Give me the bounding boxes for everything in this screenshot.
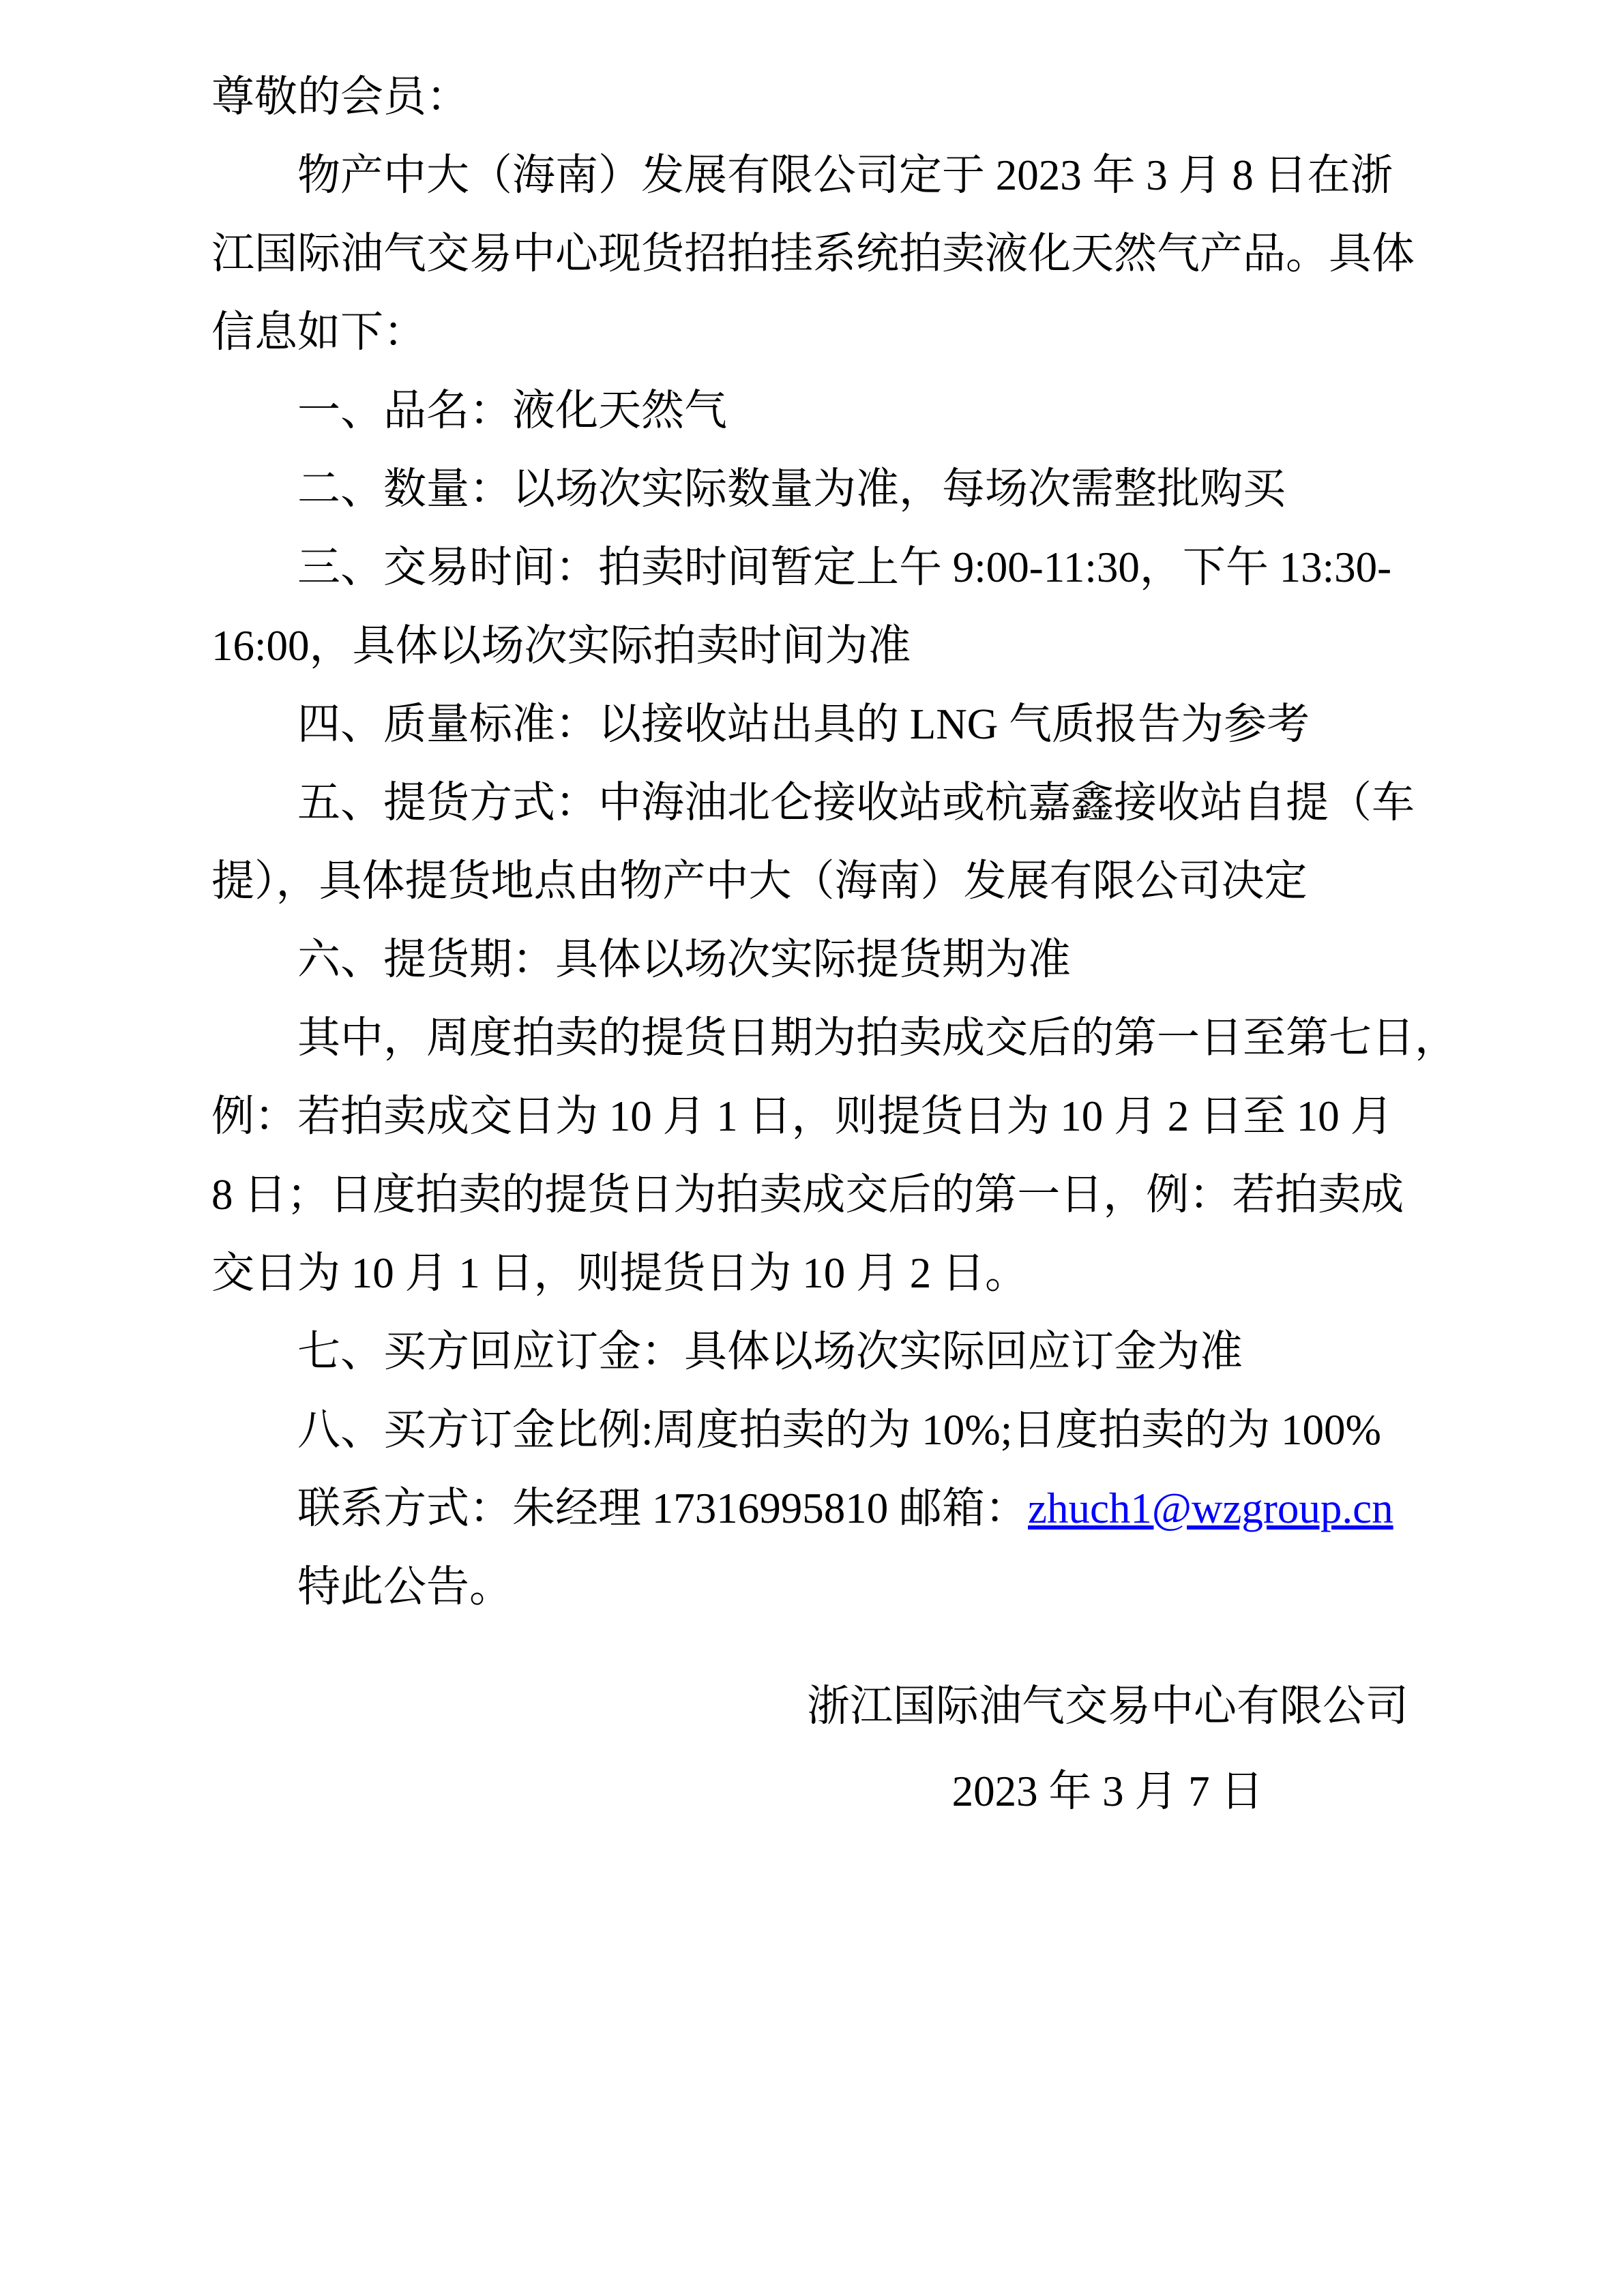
document-line: 例：若拍卖成交日为 10 月 1 日，则提货日为 10 月 2 日至 10 月 <box>211 1092 1393 1140</box>
document-line: 物产中大（海南）发展有限公司定于 2023 年 3 月 8 日在浙 <box>297 151 1393 199</box>
document-body <box>211 58 1458 1834</box>
contact-text: 联系方式：朱经理 17316995810 邮箱： <box>297 1485 1028 1532</box>
document-line: 信息如下： <box>211 308 426 356</box>
signature-block <box>211 1664 1415 1834</box>
document-line-item-8: 八、买方订金比例:周度拍卖的为 10%;日度拍卖的为 100% <box>297 1406 1381 1454</box>
signature-inner <box>807 1664 1408 1834</box>
email-link[interactable]: zhuch1@wzgroup.cn <box>1028 1485 1393 1532</box>
document-line-item-5: 五、提货方式：中海油北仑接收站或杭嘉鑫接收站自提（车 <box>297 779 1415 826</box>
document-line: 交日为 10 月 1 日，则提货日为 10 月 2 日。 <box>211 1249 1028 1297</box>
document-line-item-7: 七、买方回应订金：具体以场次实际回应订金为准 <box>297 1328 1243 1375</box>
document-line-item-2: 二、数量：以场次实际数量为准，每场次需整批购买 <box>297 465 1286 513</box>
document-line-item-1: 一、品名：液化天然气 <box>297 387 727 434</box>
document-line: 16:00，具体以场次实际拍卖时间为准 <box>211 622 911 670</box>
document-line: 江国际油气交易中心现货招拍挂系统拍卖液化天然气产品。具体 <box>211 230 1415 278</box>
salutation-line: 尊敬的会员： <box>211 73 469 121</box>
document-line-item-3: 三、交易时间：拍卖时间暂定上午 9:00-11:30，下午 13:30- <box>297 543 1392 591</box>
signature-company: 浙江国际油气交易中心有限公司 <box>807 1682 1408 1730</box>
document-line: 8 日；日度拍卖的提货日为拍卖成交后的第一日，例：若拍卖成 <box>211 1171 1404 1219</box>
document-line: 提），具体提货地点由物产中大（海南）发展有限公司决定 <box>211 857 1308 905</box>
document-line-item-6: 六、提货期：具体以场次实际提货期为准 <box>297 936 1071 983</box>
document-line-item-4: 四、质量标准：以接收站出具的 LNG 气质报告为参考 <box>297 700 1310 748</box>
closing-line: 特此公告。 <box>297 1563 512 1611</box>
contact-line <box>211 1470 1415 1548</box>
signature-date: 2023 年 3 月 7 日 <box>951 1768 1264 1815</box>
document-line: 其中，周度拍卖的提货日期为拍卖成交后的第一日至第七日， <box>297 1014 1458 1062</box>
